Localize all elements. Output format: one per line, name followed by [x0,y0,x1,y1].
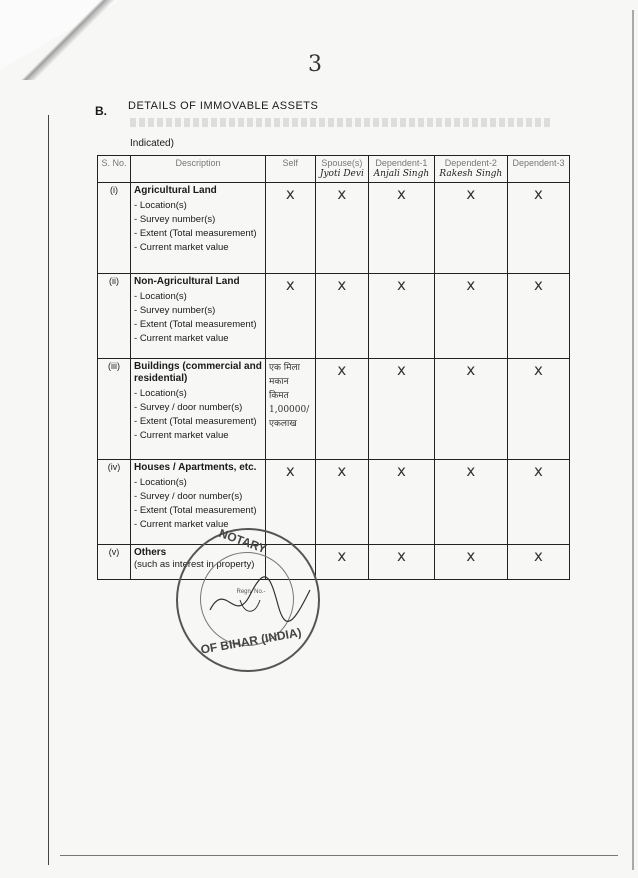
table-row [98,274,570,359]
list-item: - Extent (Total measurement) [134,416,262,428]
handwritten-line: एक मिला [269,363,300,373]
row-title: Houses / Apartments, etc. [134,462,257,473]
list-item: - Location(s) [134,477,262,489]
list-item: - Survey / door number(s) [134,491,262,503]
list-item: - Location(s) [134,291,262,303]
list-item: - Extent (Total measurement) [134,228,262,240]
row-description [131,183,266,274]
spouse-cell: x [315,183,369,274]
spouse-name: Jyoti Devi [319,169,364,179]
handwritten-line: एकलाख [269,419,297,429]
list-item: - Current market value [134,519,262,531]
row-sno: (iii) [98,359,131,460]
dependent-2-cell: x [434,545,507,580]
stamp-top-text: NOTARY [217,525,269,557]
handwritten-line: मकान [269,377,289,387]
list-item: - Survey / door number(s) [134,402,262,414]
row-sno: (v) [98,545,131,580]
dependent-1-cell: x [369,359,435,460]
table-row [98,359,570,460]
dependent-1-cell: x [369,183,435,274]
dependent-3-cell: x [507,274,569,359]
self-cell: x [266,460,316,545]
spouse-cell: x [315,545,369,580]
fold-shadow [0,0,130,80]
immovable-assets-table [97,155,570,580]
header-self: Self [266,156,316,183]
list-item: - Current market value [134,430,262,442]
header-dependent-3: Dependent-3 [507,156,569,183]
dependent-3-cell: x [507,460,569,545]
page-number: 3 [308,52,322,77]
dependent-2-cell: x [434,359,507,460]
section-title: DETAILS OF IMMOVABLE ASSETS [128,100,319,112]
bottom-rule [60,855,618,856]
signature [200,570,320,630]
list-item: - Survey number(s) [134,305,262,317]
row-subtitle: (such as interest in property) [134,559,255,570]
dependent-2-cell: x [434,183,507,274]
section-label: B. [95,104,107,118]
right-page-edge [632,10,634,870]
list-item: - Location(s) [134,200,262,212]
header-dependent-2: Dependent-2 Rakesh Singh [434,156,507,183]
handwritten-line: किमत [269,391,289,401]
list-item: - Extent (Total measurement) [134,319,262,331]
row-sno: (i) [98,183,131,274]
dependent-1-cell: x [369,460,435,545]
sub-items [134,291,262,345]
section-note: Indicated) [130,138,174,149]
table-row [98,183,570,274]
spouse-cell: x [315,274,369,359]
spouse-cell: x [315,460,369,545]
row-sno: (iv) [98,460,131,545]
row-title: Others [134,547,167,558]
dependent-3-cell: x [507,183,569,274]
row-description [131,274,266,359]
dependent-1-cell: x [369,545,435,580]
dependent-1-cell: x [369,274,435,359]
table-row [98,460,570,545]
stamp-bottom-text: OF BIHAR (INDIA) [199,625,303,657]
list-item: - Extent (Total measurement) [134,505,262,517]
table-row [98,545,570,580]
list-item: - Survey number(s) [134,214,262,226]
header-spouse: Spouse(s) Jyoti Devi [315,156,369,183]
handwritten-line: 1,00000/ [269,405,310,415]
dependent-2-cell: x [434,460,507,545]
row-description [131,359,266,460]
self-cell-handwritten [266,359,316,460]
row-title: Buildings (commercial and residential) [134,361,262,384]
header-sno: S. No. [98,156,131,183]
list-item: - Location(s) [134,388,262,400]
row-title: Non-Agricultural Land [134,276,240,287]
header-description: Description [131,156,266,183]
left-margin-rule [48,115,49,865]
faded-text-line [130,118,550,127]
self-cell: x [266,274,316,359]
dependent-1-name: Anjali Singh [373,169,430,179]
dependent-2-name: Rakesh Singh [439,169,503,179]
dependent-3-cell: x [507,359,569,460]
list-item: - Current market value [134,333,262,345]
table-header-row [98,156,570,183]
sub-items [134,388,262,442]
sub-items [134,477,262,531]
dependent-2-cell: x [434,274,507,359]
row-title: Agricultural Land [134,185,217,196]
row-sno: (ii) [98,274,131,359]
spouse-cell: x [315,359,369,460]
sub-items [134,200,262,254]
list-item: - Current market value [134,242,262,254]
self-cell: x [266,183,316,274]
stamp-center-text: Regn. No.- [236,589,266,595]
dependent-3-cell: x [507,545,569,580]
header-dependent-1: Dependent-1 Anjali Singh [369,156,435,183]
